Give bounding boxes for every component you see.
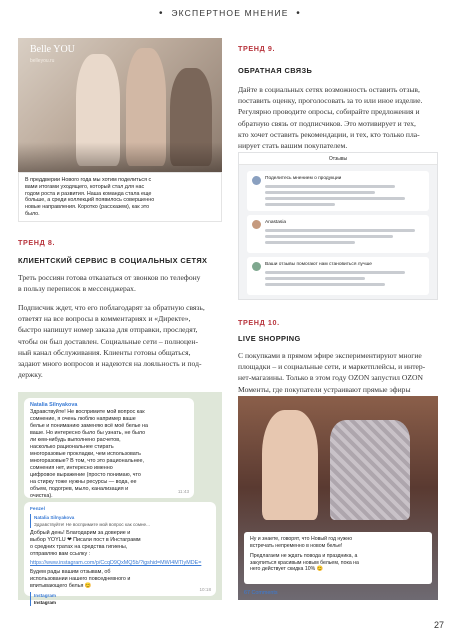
message-time: 10:18 (199, 587, 211, 592)
header-right-dot: • (296, 8, 301, 19)
caption-line: больше, а среди коллекций появилось совершенно (25, 197, 155, 204)
preview-source: Instagram (34, 593, 56, 598)
text-placeholder (265, 235, 393, 238)
message-time: 11:43 (177, 489, 189, 494)
chat-message-customer (24, 398, 194, 498)
message-line: о средних тратах на средства гигиены, (30, 544, 128, 550)
live-post-caption (244, 532, 432, 584)
avatar (252, 262, 261, 271)
sender-name: Natalia Silnyakova (30, 402, 78, 408)
body-line: Регулярно проводите опросы, собирайте предложения и (238, 107, 420, 117)
body-line: Подписчик ждет, что его поблагодарят за обратную связь, (18, 303, 205, 312)
instagram-post-image (18, 38, 222, 172)
message-line: использовании нашего повседневного и (30, 576, 131, 582)
avatar (252, 220, 261, 229)
message-line: многоразовые? В том, что это рациональнее, (30, 458, 145, 464)
body-line: задают много вопросов и надеются на лояльность и под- (18, 359, 202, 369)
comments-link[interactable]: 67 Comments (244, 590, 278, 596)
text-placeholder (265, 191, 375, 194)
reply-to-name: Natalia Silnyakova (34, 515, 75, 520)
instagram-link[interactable]: https://www.instagram.com/p/CcqD9QxMQ5b/?igshid=MWI4MTIyMDE= (30, 560, 202, 566)
chat-message-brand (24, 502, 216, 605)
trend9-body (238, 84, 444, 151)
body-line: держку. (18, 370, 43, 380)
feed-title: Отзывы (239, 153, 437, 165)
photo-person-1 (262, 410, 318, 520)
messenger-chat-screenshot (18, 392, 222, 605)
brand-logo: Belle YOU (30, 44, 75, 55)
body-line: нет-магазины. Только в этом году OZON запустил OZON (238, 373, 423, 383)
live-shopping-screenshot (238, 396, 438, 600)
feed-post-title: Anastasia (265, 220, 287, 225)
message-line: ли кем-нибудь выполнено расчетов, (30, 437, 121, 443)
message-line: сомнение, я очень люблю например ваше (30, 416, 136, 422)
section-header (0, 8, 460, 19)
preview-title: Instagram (34, 600, 56, 605)
trend8-para2 (18, 302, 224, 380)
text-placeholder (265, 283, 385, 286)
trend10-label: ТРЕНД 10. (238, 318, 280, 327)
message-line: выбор YOYLU ❤ Писали пост в Инстаграмм (30, 537, 141, 543)
caption-line: встречать непременно в новом белье! (250, 542, 343, 549)
text-placeholder (265, 241, 355, 244)
social-feed-screenshot (238, 152, 438, 300)
trend9-title: ОБРАТНАЯ СВЯЗЬ (238, 66, 313, 75)
body-line: быстро напишут номер заказа для отправки, проследят, (18, 325, 198, 335)
caption-line: новые направления. Коротко (рассказем), как это (25, 204, 150, 211)
body-line: чтобы он был доставлен. Социальные сети – полноцен- (18, 336, 198, 346)
trend9-label: ТРЕНД 9. (238, 44, 276, 53)
text-placeholder (265, 271, 405, 274)
feed-post-title: Поделитесь мнением о продукции (265, 176, 342, 181)
body-line: площадки – и социальные сети, и маркетплейсы, и интер- (238, 362, 426, 372)
body-line: Треть россиян готова отказаться от звонков по телефону (18, 273, 201, 282)
message-line: впитывающего белья 😊 (30, 583, 92, 589)
trend10-title: LIVE SHOPPING (238, 334, 301, 343)
caption-line: Ну и знаете, говорят, что Новый год нужно (250, 536, 353, 542)
body-line: в пользу переписок в мессенджерах. (18, 284, 136, 294)
avatar (252, 176, 261, 185)
caption-line: Предлагаем не ждать повода и праздника, а (250, 553, 358, 560)
reply-quote-text: Здравствуйте! Не воспримите мой вопрос как сомне... (34, 522, 150, 527)
photo-person-2 (330, 420, 410, 520)
caption-line: него действует скидка 10% 😊 (250, 566, 324, 573)
message-line: очистка). (30, 493, 53, 499)
feed-post-title: Ваши отзывы помогают нам становиться лучше (265, 262, 372, 267)
caption-line: было. (25, 210, 40, 217)
instagram-caption (18, 172, 222, 222)
body-line: Дайте в социальных сетях возможность оставить отзыв, (238, 85, 420, 94)
message-line: Здравствуйте! Не воспримите мой вопрос как (30, 409, 145, 415)
header-title: ЭКСПЕРТНОЕ МНЕНИЕ (171, 8, 289, 18)
photo-shade (18, 142, 222, 172)
header-left-dot: • (159, 8, 164, 19)
body-line: ответят на все вопросы в комментариях и «Директе», (18, 314, 191, 324)
message-line: Будем рады вашим отзывам, об (30, 569, 111, 575)
trend8-title: КЛИЕНТСКИЙ СЕРВИС В СОЦИАЛЬНЫХ СЕТЯХ (18, 256, 208, 265)
body-line: кто хочет оставить рекомендации, и тех, кто только пла- (238, 129, 420, 139)
body-line: нирует стать вашим покупателем. (238, 141, 348, 151)
brand-handle: belleyou.ru (30, 58, 55, 64)
caption-line: годом роста и развития. Наша команда стала еще (25, 190, 152, 197)
body-line: Моменты, где покупатели устраивают прямые эфиры (238, 384, 411, 394)
message-line: Добрый день! Благодарим за доверие и (30, 530, 131, 536)
message-line: белье и пониманию заменяю всё моё белье на (30, 423, 149, 429)
body-line: обратную связь от подписчиков. Это мотивирует и тех, (238, 118, 416, 128)
trend8-label: ТРЕНД 8. (18, 238, 56, 247)
message-line: отправляю вам ссылку : (30, 551, 91, 557)
message-line: многоразовые прокладки, чем использовать (30, 451, 141, 457)
text-placeholder (265, 203, 335, 206)
text-placeholder (265, 185, 395, 188)
caption-line: закупиться красивым новым бельем, пока на (250, 559, 359, 566)
link-preview[interactable] (30, 592, 210, 606)
trend8-para1 (18, 272, 224, 294)
caption-line: вами итогами уходящего, который стал для нас (25, 183, 145, 190)
feed-card-1 (247, 171, 429, 211)
message-line: ваше. Но интересно было бы узнать, не было (30, 430, 146, 436)
message-line: цифровое выражение (просто понимаю, что (30, 472, 141, 478)
caption-line: В преддверии Нового года мы хотим поделиться с (25, 177, 152, 183)
message-line: сомнения нет, интересно именно (30, 465, 113, 471)
text-placeholder (265, 197, 405, 200)
message-line: объем, подогрев, мыло, канализация и (30, 486, 129, 492)
body-line: С покупками в прямом эфире экспериментируют многие (238, 351, 422, 360)
message-line: на стирку тоже нужны ресурсы — вода, ее (30, 479, 137, 485)
reply-quote (30, 514, 210, 528)
page-number: 27 (433, 620, 444, 630)
text-placeholder (265, 229, 415, 232)
body-line: поставить оценку, проголосовать за то или иное изделие. (238, 96, 423, 106)
body-line: ный канал обслуживания. Клиенты готовы общаться, (18, 347, 191, 357)
message-line: насколько рациональнее стирать (30, 444, 114, 450)
feed-card-3 (247, 257, 429, 295)
text-placeholder (265, 277, 365, 280)
sender-name: Fenzel (30, 507, 45, 512)
feed-card-2 (247, 215, 429, 253)
